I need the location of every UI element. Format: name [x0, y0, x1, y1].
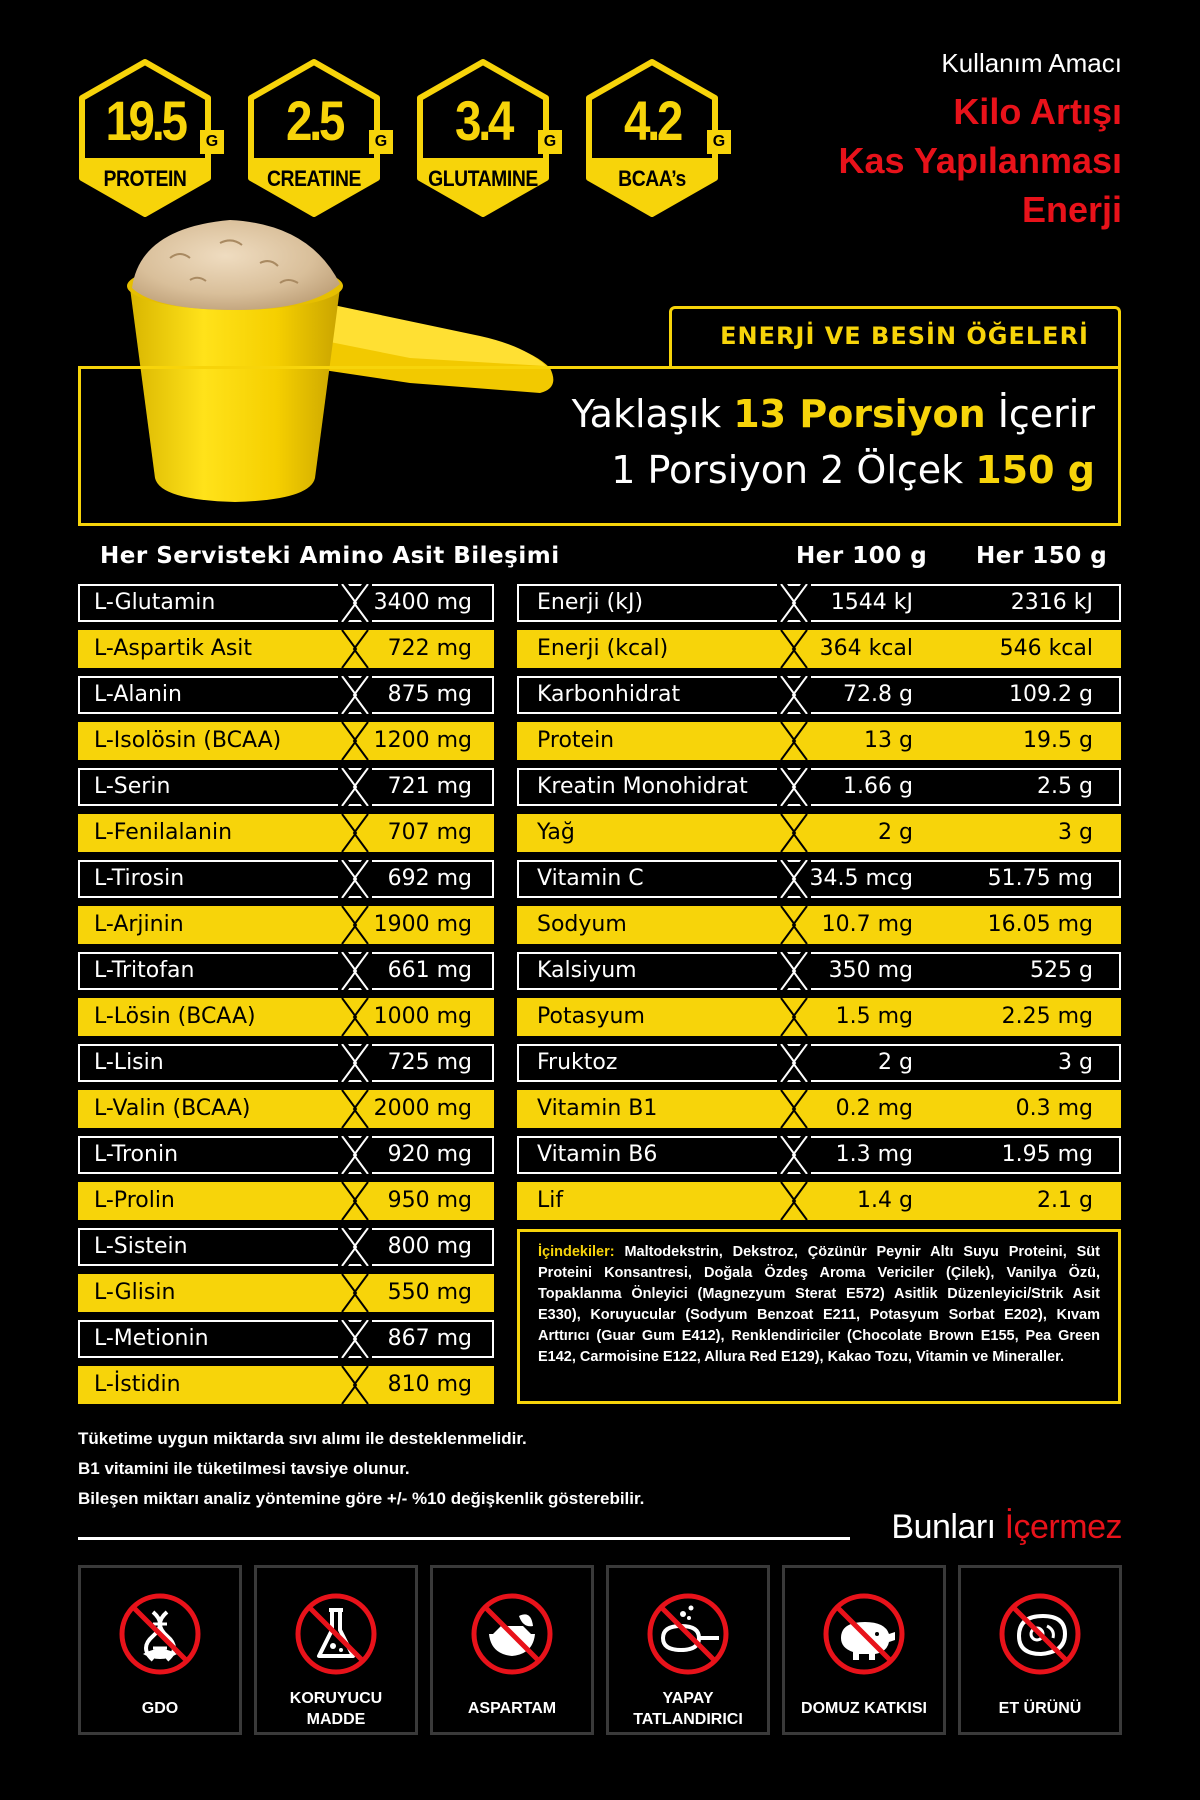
portions-pre: Yaklaşık — [571, 392, 734, 436]
amino-name: L-Valin (BCAA) — [94, 1096, 251, 1121]
nutrient-name: Sodyum — [537, 912, 627, 937]
amino-name: L-Glutamin — [94, 590, 216, 615]
nutrition-row — [517, 768, 1121, 806]
nutrition-row — [517, 722, 1121, 760]
amino-name: L-Metionin — [94, 1326, 209, 1351]
usage-item: Kas Yapılanması — [838, 140, 1122, 181]
amino-value: 722 mg — [387, 636, 472, 661]
gmo-icon — [115, 1586, 205, 1678]
nutrient-name: Vitamin C — [537, 866, 644, 891]
serving-weight: 150 g — [975, 448, 1095, 492]
free-from-label-line: TATLANDIRICI — [633, 1711, 743, 1728]
nutrient-per100: 350 mg — [828, 958, 913, 983]
badge-value: 19.5 — [105, 89, 185, 152]
amino-value: 725 mg — [387, 1050, 472, 1075]
amino-name: L-Lisin — [94, 1050, 164, 1075]
amino-row — [78, 584, 494, 622]
divider — [78, 1537, 850, 1540]
amino-name: L-Tritofan — [94, 958, 195, 983]
portions-post: İçerir — [985, 392, 1095, 436]
row-separator — [338, 952, 372, 990]
free-from-label-line: KORUYUCU — [289, 1690, 383, 1707]
free-from-card — [430, 1565, 594, 1735]
nutrient-badge — [247, 58, 393, 218]
nutrition-row — [517, 1044, 1121, 1082]
col-header-100: Her 100 g — [796, 543, 928, 569]
badge-unit: G — [707, 130, 731, 154]
amino-row — [78, 1136, 494, 1174]
nutrient-name: Potasyum — [537, 1004, 645, 1029]
free-from-label — [257, 1688, 415, 1730]
row-separator — [777, 722, 811, 760]
badge-value: 3.4 — [455, 89, 511, 152]
amino-row — [78, 768, 494, 806]
nutrient-per100: 13 g — [864, 728, 913, 753]
nutrition-row — [517, 1090, 1121, 1128]
nutrient-per150: 2.25 mg — [1001, 1004, 1093, 1029]
amino-row — [78, 814, 494, 852]
free-from-card — [958, 1565, 1122, 1735]
free-from-label-line: GDO — [141, 1700, 179, 1717]
amino-value: 721 mg — [387, 774, 472, 799]
amino-value: 692 mg — [387, 866, 472, 891]
nutrient-badge — [416, 58, 562, 218]
badge-label: CREATINE — [266, 166, 361, 191]
row-separator — [777, 676, 811, 714]
amino-value: 800 mg — [387, 1234, 472, 1259]
amino-value: 1000 mg — [373, 1004, 472, 1029]
row-separator — [338, 1090, 372, 1128]
nutrient-per150: 51.75 mg — [987, 866, 1093, 891]
row-separator — [777, 1182, 811, 1220]
amino-row — [78, 952, 494, 990]
row-separator — [338, 1274, 372, 1312]
amino-row — [78, 1044, 494, 1082]
free-from-label — [609, 1688, 767, 1730]
nutrition-row — [517, 814, 1121, 852]
nutrient-per100: 2 g — [878, 1050, 913, 1075]
row-separator — [338, 1228, 372, 1266]
sugar-bowl-icon — [467, 1586, 557, 1678]
badge-unit: G — [538, 130, 562, 154]
amino-name: L-Prolin — [94, 1188, 175, 1213]
amino-name: L-Lösin (BCAA) — [94, 1004, 256, 1029]
amino-name: L-Aspartik Asit — [94, 636, 253, 661]
row-separator — [777, 1090, 811, 1128]
nutrient-per150: 2.5 g — [1037, 774, 1093, 799]
amino-name: L-İstidin — [94, 1372, 181, 1397]
amino-row — [78, 1274, 494, 1312]
nutrient-per100: 10.7 mg — [821, 912, 913, 937]
nutrient-name: Kalsiyum — [537, 958, 637, 983]
ingredients-label: İçindekiler: — [538, 1244, 615, 1260]
portions-count: 13 Porsiyon — [733, 392, 986, 436]
row-separator — [338, 998, 372, 1036]
nutrient-per150: 0.3 mg — [1015, 1096, 1093, 1121]
row-separator — [777, 630, 811, 668]
row-separator — [338, 584, 372, 622]
serving-line — [611, 448, 1095, 492]
nutrition-row — [517, 860, 1121, 898]
free-from-label-line: MADDE — [306, 1711, 366, 1728]
nutrient-per100: 1.66 g — [843, 774, 913, 799]
free-from-label — [961, 1698, 1119, 1719]
free-from-label-line: ASPARTAM — [467, 1700, 557, 1717]
amino-value: 810 mg — [387, 1372, 472, 1397]
nutrient-name: Enerji (kcal) — [537, 636, 669, 661]
amino-name: L-Alanin — [94, 682, 182, 707]
usage-caption: Kullanım Amacı — [941, 48, 1122, 78]
amino-value: 661 mg — [387, 958, 472, 983]
nutrient-per150: 19.5 g — [1023, 728, 1093, 753]
nutrition-row — [517, 676, 1121, 714]
nutrient-name: Yağ — [537, 820, 575, 845]
nutrient-per150: 3 g — [1058, 820, 1093, 845]
amino-name: L-Tirosin — [94, 866, 185, 891]
amino-value: 867 mg — [387, 1326, 472, 1351]
free-from-label-line: YAPAY — [662, 1690, 714, 1707]
amino-row — [78, 1090, 494, 1128]
nutrient-name: Fruktoz — [537, 1050, 618, 1075]
nutrient-per150: 16.05 mg — [987, 912, 1093, 937]
row-separator — [338, 1044, 372, 1082]
usage-item: Kilo Artışı — [953, 91, 1122, 132]
row-separator — [338, 1320, 372, 1358]
free-from-label-line: DOMUZ KATKISI — [801, 1700, 927, 1717]
free-from-card — [606, 1565, 770, 1735]
amino-value: 950 mg — [387, 1188, 472, 1213]
nutrient-badge — [78, 58, 224, 218]
nutrient-name: Kreatin Monohidrat — [537, 774, 748, 799]
note: Bileşen miktarı analiz yöntemine göre +/- %10 değişkenlik gösterebilir. — [78, 1489, 645, 1508]
amino-name: L-Serin — [94, 774, 171, 799]
badge-unit: G — [200, 130, 224, 154]
badge-label: PROTEIN — [103, 166, 187, 191]
amino-row — [78, 1366, 494, 1404]
notes — [78, 1424, 644, 1514]
nutrient-name: Vitamin B1 — [537, 1096, 658, 1121]
row-separator — [777, 814, 811, 852]
nutrient-per100: 34.5 mcg — [809, 866, 913, 891]
nutrient-per100: 1544 kJ — [830, 590, 913, 615]
badge-value: 4.2 — [624, 89, 680, 152]
serving-pre: 1 Porsiyon 2 Ölçek — [611, 448, 976, 492]
nutrient-name: Lif — [537, 1188, 564, 1213]
nutrient-name: Enerji (kJ) — [537, 590, 644, 615]
row-separator — [338, 768, 372, 806]
free-from-label — [81, 1698, 239, 1719]
nutrient-per150: 525 g — [1030, 958, 1093, 983]
amino-header: Her Servisteki Amino Asit Bileşimi — [100, 543, 560, 569]
usage-item: Enerji — [1021, 189, 1122, 230]
free-from-label — [433, 1698, 591, 1719]
amino-row — [78, 722, 494, 760]
row-separator — [338, 814, 372, 852]
col-header-150: Her 150 g — [976, 543, 1108, 569]
row-separator — [777, 860, 811, 898]
row-separator — [338, 1182, 372, 1220]
nutrition-row — [517, 906, 1121, 944]
meat-icon — [995, 1586, 1085, 1678]
nutrient-badge — [585, 58, 731, 218]
nutrient-per150: 3 g — [1058, 1050, 1093, 1075]
nutrition-row — [517, 952, 1121, 990]
row-separator — [338, 860, 372, 898]
row-separator — [338, 630, 372, 668]
amino-row — [78, 1320, 494, 1358]
portions-line — [572, 392, 1095, 436]
badge-value: 2.5 — [286, 89, 342, 152]
amino-row — [78, 676, 494, 714]
flask-icon — [291, 1586, 381, 1678]
row-separator — [338, 722, 372, 760]
badge-label: GLUTAMINE — [428, 166, 538, 191]
nutrient-per150: 2316 kJ — [1010, 590, 1093, 615]
amino-value: 2000 mg — [373, 1096, 472, 1121]
nutrient-per100: 1.5 mg — [835, 1004, 913, 1029]
amino-name: L-Tronin — [94, 1142, 179, 1167]
amino-name: L-Glisin — [94, 1280, 176, 1305]
nutrient-name: Vitamin B6 — [537, 1142, 658, 1167]
row-separator — [338, 906, 372, 944]
badge-label: BCAA’s — [618, 166, 686, 191]
amino-name: L-Arjinin — [94, 912, 184, 937]
energy-tab-title: ENERJİ VE BESİN ÖĞELERİ — [720, 322, 1089, 350]
free-from-label — [785, 1698, 943, 1719]
pig-icon — [819, 1586, 909, 1678]
amino-row — [78, 630, 494, 668]
sweetener-spoon-icon — [643, 1586, 733, 1678]
nutrient-per100: 72.8 g — [843, 682, 913, 707]
amino-value: 875 mg — [387, 682, 472, 707]
nutrition-row — [517, 998, 1121, 1036]
nutrient-per150: 109.2 g — [1009, 682, 1093, 707]
row-separator — [777, 768, 811, 806]
nutrient-per100: 364 kcal — [819, 636, 913, 661]
free-from-card — [782, 1565, 946, 1735]
free-from-card — [78, 1565, 242, 1735]
amino-row — [78, 1182, 494, 1220]
row-separator — [777, 584, 811, 622]
amino-value: 3400 mg — [373, 590, 472, 615]
nutrient-name: Karbonhidrat — [537, 682, 681, 707]
amino-value: 920 mg — [387, 1142, 472, 1167]
row-separator — [777, 952, 811, 990]
amino-value: 550 mg — [387, 1280, 472, 1305]
amino-row — [78, 860, 494, 898]
amino-value: 1200 mg — [373, 728, 472, 753]
energy-box — [78, 366, 1121, 526]
row-separator — [338, 1136, 372, 1174]
row-separator — [777, 1136, 811, 1174]
nutrition-row — [517, 1182, 1121, 1220]
note: B1 vitamini ile tüketilmesi tavsiye olunur. — [78, 1459, 410, 1478]
nutrition-row — [517, 584, 1121, 622]
amino-name: L-Sistein — [94, 1234, 188, 1259]
amino-name: L-Fenilalanin — [94, 820, 233, 845]
amino-name: L-Isolösin (BCAA) — [94, 728, 282, 753]
amino-row — [78, 906, 494, 944]
nutrient-per100: 1.3 mg — [835, 1142, 913, 1167]
nutrient-per100: 2 g — [878, 820, 913, 845]
nutrient-per100: 1.4 g — [857, 1188, 913, 1213]
nutrient-per150: 2.1 g — [1037, 1188, 1093, 1213]
amino-value: 707 mg — [387, 820, 472, 845]
free-from-card — [254, 1565, 418, 1735]
ingredients-text: Maltodekstrin, Dekstroz, Çözünür Peynir Altı Suyu Proteini, Süt Proteini Konsantresi, Doğala Özdeş Aroma Vericiler (Çilek), Vanilya Özü, Topaklanma Önleyici (Magnezyum Sterat E572) Asitlik Düzenleyici/Strik Asit E330), Koruyucular (Sodyum Benzoat E211, Potasyum Sorbat E202), Kıvam Arttırıcı (Guar Gum E412), Renklendiriciler (Chocolate Brown E155, Pea Green E142, Carmoisine E122, Allura Red E129), Kakao Tozu, Vitamin ve Mineraller. — [538, 1244, 1100, 1365]
free-from-title — [891, 1508, 1122, 1547]
badge-unit: G — [369, 130, 393, 154]
free-from-title-pre: Bunları — [891, 1508, 1005, 1546]
row-separator — [338, 676, 372, 714]
row-separator — [777, 906, 811, 944]
amino-row — [78, 1228, 494, 1266]
note: Tüketime uygun miktarda sıvı alımı ile desteklenmelidir. — [78, 1429, 527, 1448]
nutrient-name: Protein — [537, 728, 615, 753]
free-from-label-line: ET ÜRÜNÜ — [998, 1700, 1082, 1717]
nutrient-per150: 546 kcal — [999, 636, 1093, 661]
row-separator — [777, 998, 811, 1036]
amino-row — [78, 998, 494, 1036]
free-from-title-red: İçermez — [1004, 1508, 1122, 1546]
nutrition-row — [517, 1136, 1121, 1174]
amino-value: 1900 mg — [373, 912, 472, 937]
usage-block — [839, 48, 1123, 234]
nutrient-per100: 0.2 mg — [835, 1096, 913, 1121]
nutrition-row — [517, 630, 1121, 668]
nutrient-per150: 1.95 mg — [1001, 1142, 1093, 1167]
ingredients-box — [517, 1229, 1121, 1404]
row-separator — [777, 1044, 811, 1082]
row-separator — [338, 1366, 372, 1404]
